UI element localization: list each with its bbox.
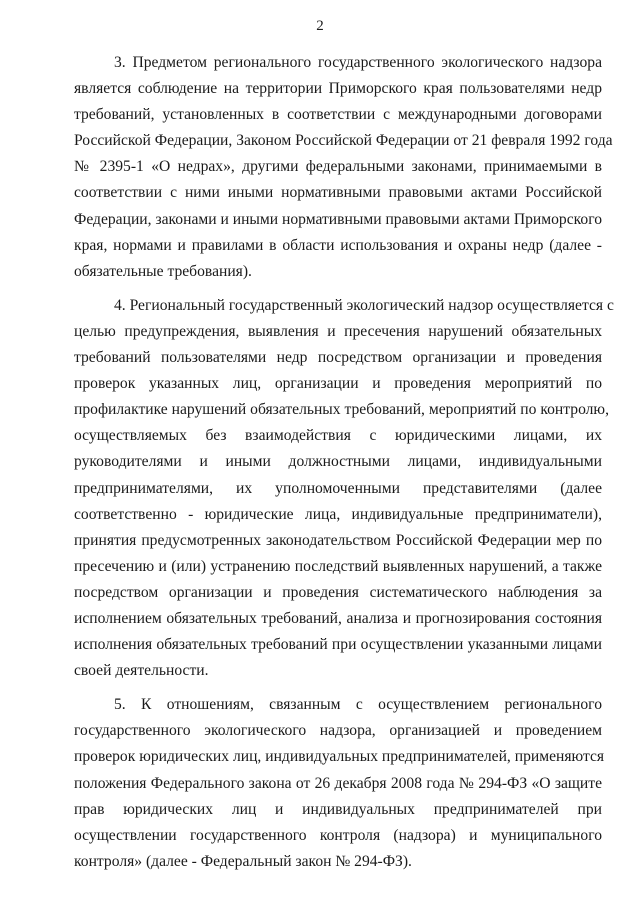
paragraph-line: профилактике нарушений обязательных требований, мероприятий по контролю, xyxy=(74,401,609,419)
paragraph-line: соответствии с ними иными нормативными правовыми актами Российской xyxy=(74,184,602,202)
paragraph-line: целью предупреждения, выявления и пресечения нарушений обязательных xyxy=(74,322,602,340)
paragraph-line: Российской Федерации, Законом Российской Федерации от 21 февраля 1992 года xyxy=(74,132,613,150)
paragraph-line: прав юридических лиц и индивидуальных предпринимателей при xyxy=(74,800,602,818)
paragraph-line: проверок юридических лиц, индивидуальных предпринимателей, применяются xyxy=(74,748,605,766)
paragraph-line: принятия предусмотренных законодательством Российской Федерации мер по xyxy=(74,531,602,549)
page-number: 2 xyxy=(316,18,324,34)
paragraph-line: предпринимателями, их уполномоченными представителями (далее xyxy=(74,479,602,497)
paragraph-4 xyxy=(74,293,614,684)
paragraph-line: пресечению и (или) устранению последствий выявленных нарушений, а также xyxy=(74,557,602,575)
paragraph-5 xyxy=(74,692,605,875)
paragraph-line: требований пользователями недр посредством организации и проведения xyxy=(74,349,602,367)
paragraph-line: своей деятельности. xyxy=(74,662,209,680)
paragraph-line: 4. Региональный государственный экологический надзор осуществляется с xyxy=(114,296,614,314)
paragraph-line: 3. Предметом регионального государственного экологического надзора xyxy=(114,54,602,71)
paragraph-line: 5. К отношениям, связанным с осуществлением регионального xyxy=(114,696,602,714)
paragraph-line: руководителями и иными должностными лицами, индивидуальными xyxy=(74,453,602,471)
paragraph-line: № 2395-1 «О недрах», другими федеральными законами, принимаемыми в xyxy=(74,158,602,176)
paragraph-line: контроля» (далее - Федеральный закон № 294-ФЗ). xyxy=(74,852,412,870)
paragraph-line: проверок указанных лиц, организации и проведения мероприятий по xyxy=(74,375,602,393)
paragraph-3 xyxy=(74,50,613,285)
paragraph-line: требований, установленных в соответствии с международными договорами xyxy=(74,106,602,124)
paragraph-line: осуществлении государственного контроля (надзора) и муниципального xyxy=(74,826,602,844)
document-body xyxy=(74,50,614,883)
paragraph-line: исполнения обязательных требований при осуществлении указанными лицами xyxy=(74,636,602,654)
paragraph-line: положения Федерального закона от 26 декабря 2008 года № 294-ФЗ «О защите xyxy=(74,774,602,792)
paragraph-line: осуществляемых без взаимодействия с юридическими лицами, их xyxy=(74,427,602,445)
paragraph-line: края, нормами и правилами в области использования и охраны недр (далее - xyxy=(74,236,602,254)
paragraph-line: обязательные требования). xyxy=(74,262,252,280)
paragraph-line: является соблюдение на территории Приморского края пользователями недр xyxy=(74,80,602,98)
paragraph-line: государственного экологического надзора, организацией и проведением xyxy=(74,722,602,740)
paragraph-line: исполнением обязательных требований, анализа и прогнозирования состояния xyxy=(74,609,602,627)
paragraph-line: соответственно - юридические лица, индивидуальные предприниматели), xyxy=(74,505,602,523)
paragraph-line: Федерации, законами и иными нормативными правовыми актами Приморского xyxy=(74,210,603,228)
paragraph-line: посредством организации и проведения систематического наблюдения за xyxy=(74,583,602,601)
